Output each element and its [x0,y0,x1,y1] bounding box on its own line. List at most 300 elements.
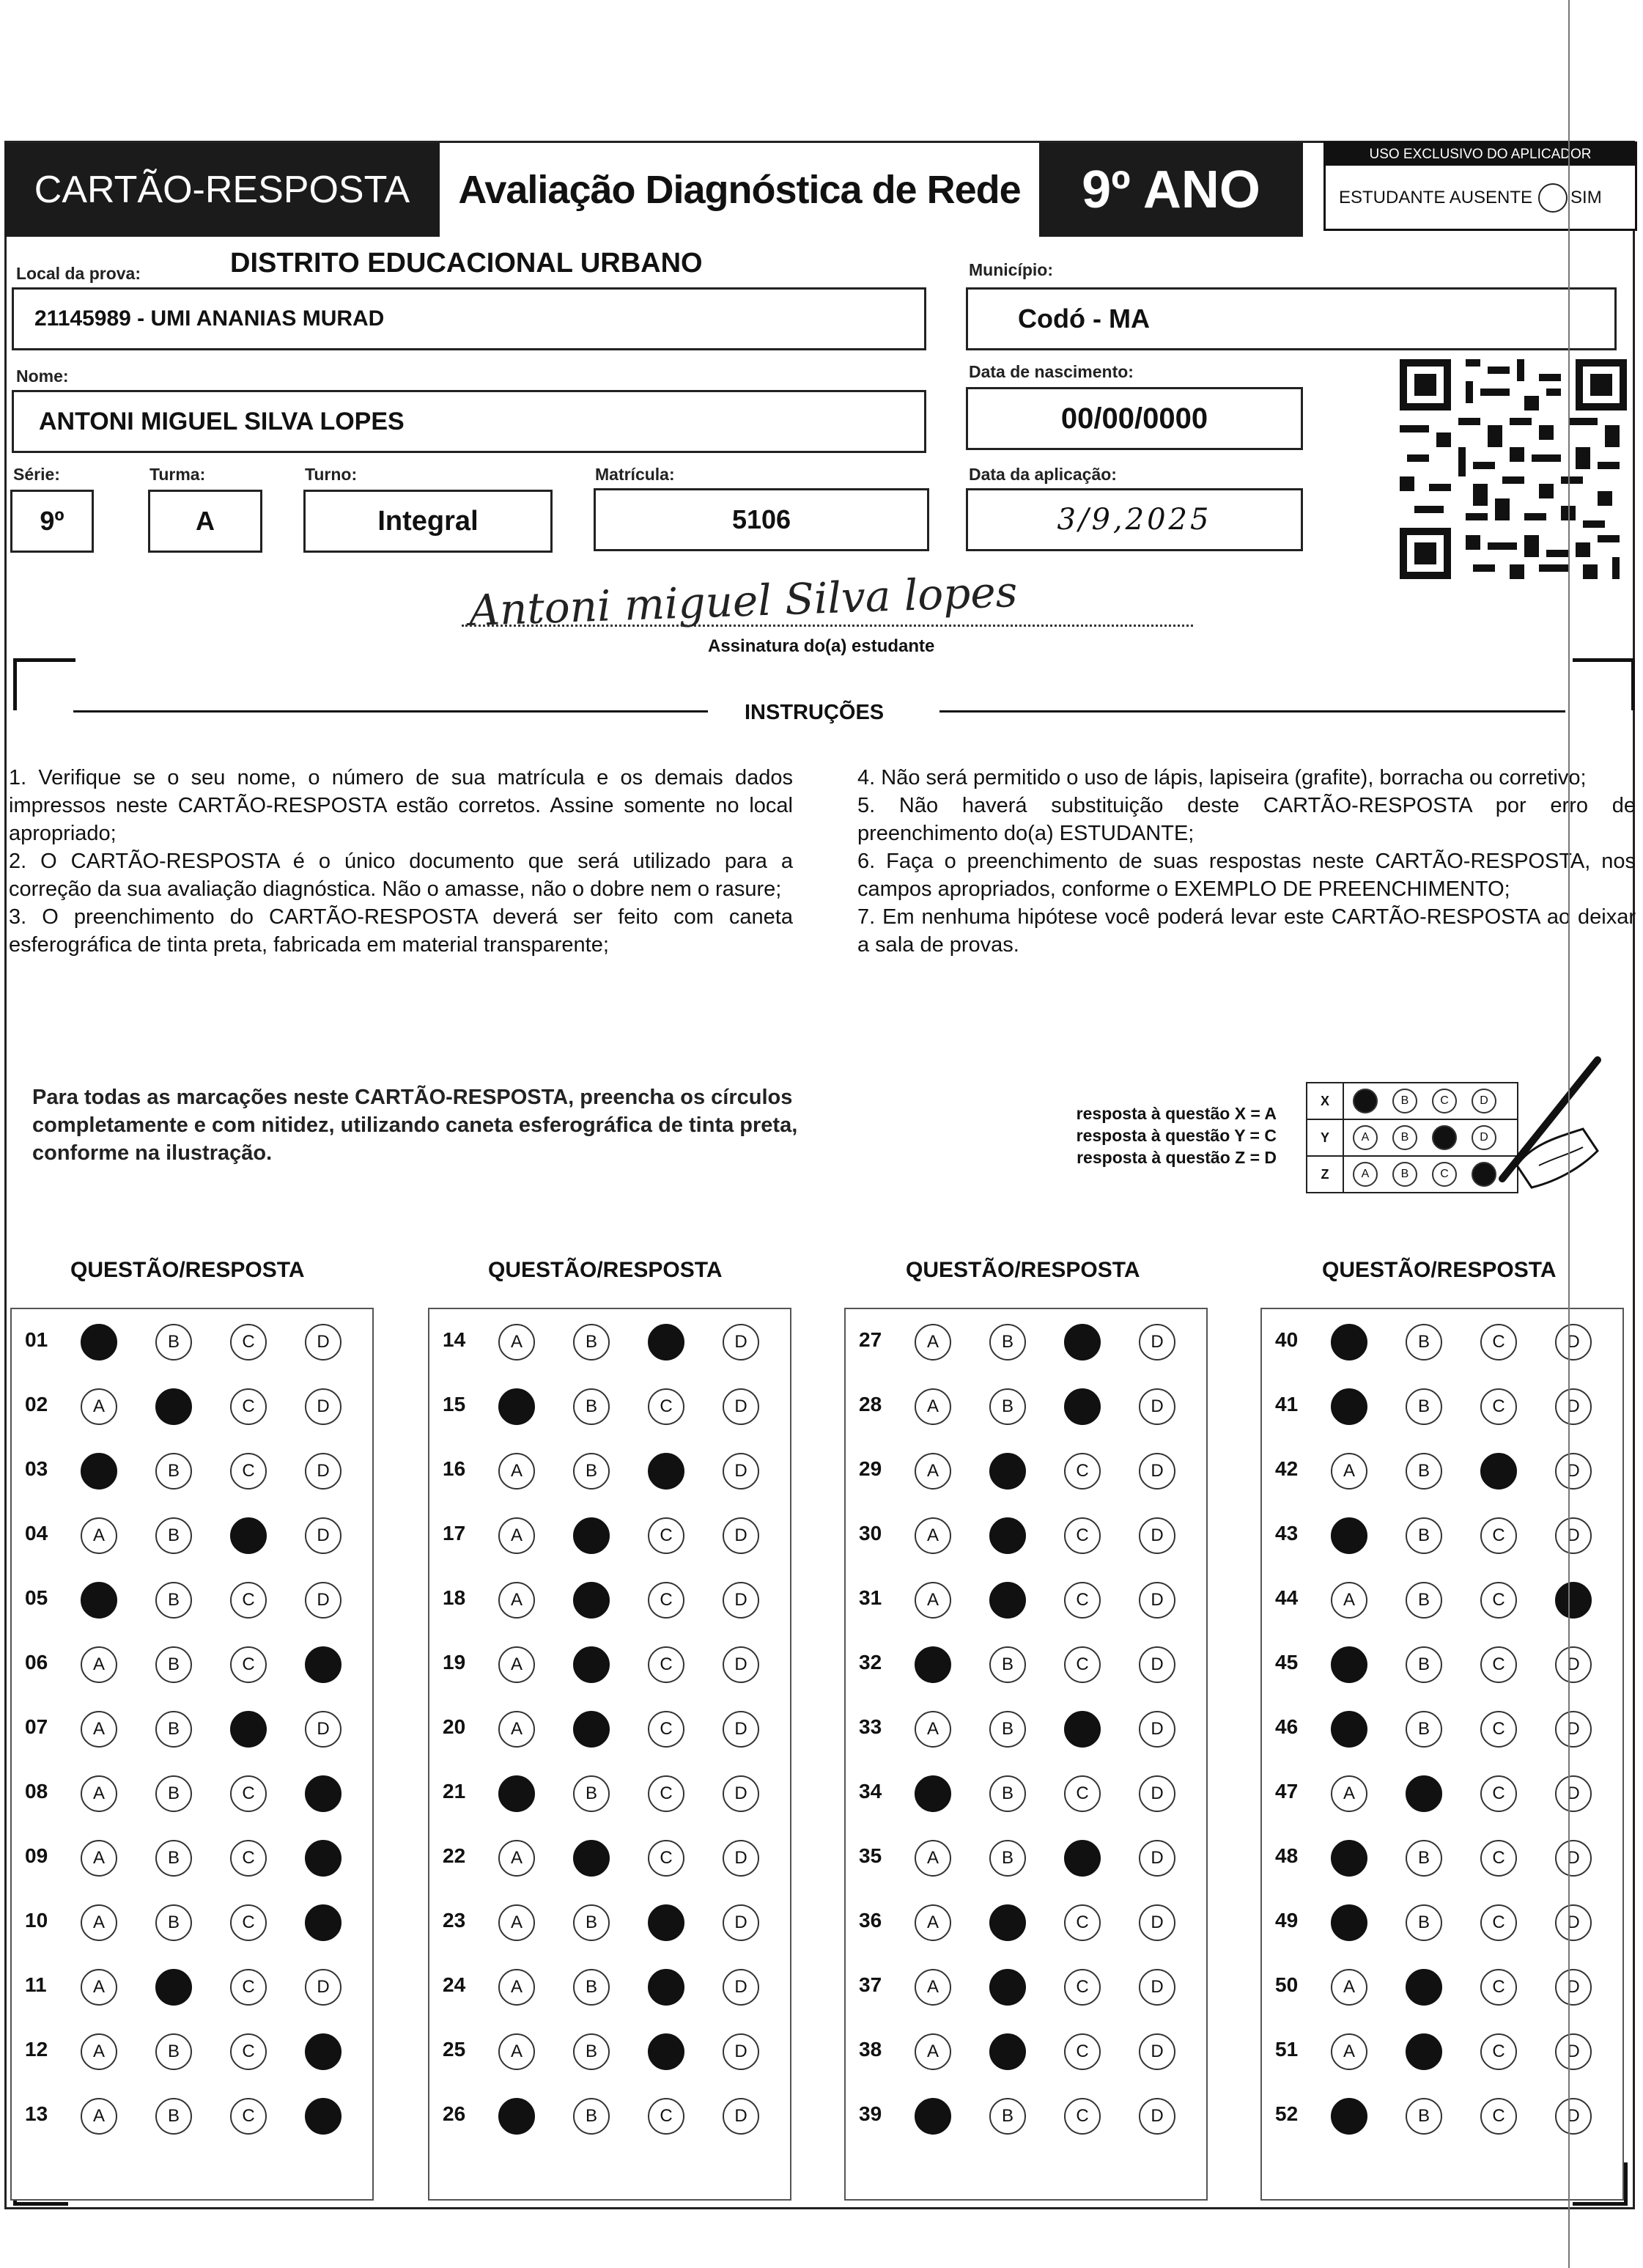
bubble-a[interactable]: A [1331,1453,1367,1490]
bubble-a[interactable]: A [81,1904,117,1941]
bubble-d[interactable]: D [305,1453,341,1490]
instruction-6: 6. Faça o preenchimento de suas respostas neste CARTÃO-RESPOSTA, nos campos apropriados, conforme o EXEMPLO DE PREENCHIMENTO; [857,850,1636,901]
bubble-b[interactable] [1406,1969,1442,2006]
answer-column-3 [844,1308,1208,2201]
bubble-a[interactable] [498,1388,535,1425]
bubble-b[interactable]: B [155,1775,192,1812]
bubble-d[interactable]: D [305,1517,341,1554]
bubble-a[interactable]: A [915,1388,951,1425]
bubble-a[interactable] [1331,1517,1367,1554]
bubble-d[interactable] [305,2033,341,2070]
question-number: 50 [1275,1973,1299,1996]
bubble-a[interactable] [915,2098,951,2135]
bubble-b[interactable]: B [989,1775,1026,1812]
bubble-b[interactable] [989,1517,1026,1554]
bubble-a[interactable]: A [81,1775,117,1812]
example-bubble-yd: D [1472,1125,1496,1150]
absent-checkbox[interactable] [1538,183,1568,213]
bubble-c[interactable]: C [230,1969,267,2006]
bubble-d[interactable]: D [1139,1517,1175,1554]
turno-field [303,490,553,553]
instructions-title: INSTRUÇÕES [745,701,885,724]
bubble-c[interactable] [1064,1711,1101,1748]
bubble-d[interactable]: D [1139,1453,1175,1490]
bubble-a[interactable]: A [81,1388,117,1425]
bubble-d[interactable]: D [1139,1646,1175,1683]
bubble-d[interactable]: D [1555,2098,1592,2135]
bubble-a[interactable]: A [81,1646,117,1683]
bubble-c[interactable] [1480,1453,1517,1490]
example-bubble-xb: B [1392,1089,1417,1113]
answer-row [846,1771,1206,1815]
bubble-c[interactable]: C [230,1388,267,1425]
bubble-b[interactable]: B [1406,2098,1442,2135]
bubble-b[interactable] [573,1840,610,1877]
bubble-d[interactable]: D [1555,1904,1592,1941]
bubble-b[interactable]: B [1406,1453,1442,1490]
question-number: 30 [859,1522,882,1544]
bubble-d[interactable]: D [1555,1969,1592,2006]
bubble-d[interactable]: D [1555,1517,1592,1554]
question-number: 11 [25,1973,47,1996]
bubble-d[interactable]: D [723,1453,759,1490]
bubble-a[interactable] [81,1582,117,1619]
scan-line [1568,0,1570,2268]
bubble-c[interactable]: C [648,1775,684,1812]
bubble-c[interactable]: C [1480,1582,1517,1619]
bubble-b[interactable]: B [1406,1324,1442,1361]
bubble-b[interactable]: B [155,1840,192,1877]
bubble-b[interactable]: B [155,1453,192,1490]
card-title-text: CARTÃO-RESPOSTA [34,169,410,211]
bubble-b[interactable]: B [155,1904,192,1941]
bubble-b[interactable]: B [573,1324,610,1361]
bubble-d[interactable] [305,1840,341,1877]
applicator-box [1323,141,1637,231]
instructions-right [857,764,1636,959]
bubble-a[interactable]: A [498,1324,535,1361]
bubble-d[interactable]: D [1555,1453,1592,1490]
bubble-c[interactable] [1064,1388,1101,1425]
bubble-b[interactable]: B [573,2033,610,2070]
bubble-c[interactable]: C [1480,1969,1517,2006]
bubble-c[interactable]: C [1480,1646,1517,1683]
bubble-d[interactable]: D [723,1775,759,1812]
bubble-b[interactable] [155,1388,192,1425]
bubble-b[interactable]: B [573,1775,610,1812]
bubble-d[interactable]: D [1139,2033,1175,2070]
bubble-d[interactable]: D [1139,1324,1175,1361]
question-number: 20 [443,1715,466,1738]
bubble-d[interactable]: D [1555,1840,1592,1877]
question-number: 35 [859,1844,882,1867]
bubble-d[interactable]: D [1555,1646,1592,1683]
bubble-d[interactable]: D [723,1388,759,1425]
instruction-7: 7. Em nenhuma hipótese você poderá levar este CARTÃO-RESPOSTA ao deixar a sala de provas. [857,905,1636,957]
question-number: 25 [443,2038,466,2061]
bubble-c[interactable]: C [1064,1969,1101,2006]
instruction-2: 2. O CARTÃO-RESPOSTA é o único documento que será utilizado para a correção da sua avaliação diagnóstica. Não o amasse, não o dobre nem o rasure; [9,850,793,901]
bubble-c[interactable] [230,1711,267,1748]
bubble-a[interactable]: A [1331,1582,1367,1619]
bubble-c[interactable] [648,1453,684,1490]
bubble-a[interactable]: A [1331,1775,1367,1812]
bubble-c[interactable]: C [1480,1904,1517,1941]
absent-option: SIM [1570,188,1602,207]
answer-row [12,1577,372,1621]
bubble-d[interactable]: D [305,1324,341,1361]
question-number: 18 [443,1586,466,1609]
bubble-b[interactable]: B [155,1517,192,1554]
bubble-c[interactable]: C [230,1582,267,1619]
bubble-a[interactable]: A [498,1711,535,1748]
signature-label: Assinatura do(a) estudante [708,636,935,656]
bubble-a[interactable] [1331,1324,1367,1361]
question-number: 37 [859,1973,882,1996]
bubble-c[interactable]: C [1480,2098,1517,2135]
answer-row [12,2029,372,2073]
question-number: 07 [25,1715,48,1738]
bubble-d[interactable]: D [1555,1775,1592,1812]
bubble-d[interactable] [305,1904,341,1941]
aplicacao-label: Data da aplicação: [969,465,1117,484]
bubble-a[interactable]: A [498,1904,535,1941]
bubble-b[interactable]: B [573,1904,610,1941]
answer-row [12,1513,372,1557]
bubble-d[interactable]: D [1555,1324,1592,1361]
bubble-a[interactable] [1331,1904,1367,1941]
example-bubble-xc: C [1432,1089,1457,1113]
bubble-d[interactable]: D [1139,1904,1175,1941]
bubble-d[interactable] [305,2098,341,2135]
bubble-a[interactable] [498,1775,535,1812]
bubble-d[interactable]: D [1139,1969,1175,2006]
serie-field [10,490,94,553]
bubble-c[interactable]: C [1480,1775,1517,1812]
bubble-c[interactable]: C [1064,2033,1101,2070]
question-number: 51 [1275,2038,1299,2061]
bubble-b[interactable]: B [155,1324,192,1361]
bubble-d[interactable]: D [1139,1711,1175,1748]
bubble-b[interactable]: B [989,1711,1026,1748]
bubble-b[interactable] [989,1582,1026,1619]
answer-row [12,2094,372,2138]
bubble-c[interactable]: C [648,1840,684,1877]
bubble-b[interactable]: B [989,1388,1026,1425]
bubble-c[interactable] [648,1904,684,1941]
bubble-d[interactable]: D [723,1969,759,2006]
bubble-b[interactable]: B [155,1646,192,1683]
bubble-c[interactable] [648,2033,684,2070]
bubble-c[interactable]: C [1064,1904,1101,1941]
question-number: 13 [25,2102,48,2125]
bubble-c[interactable]: C [1480,1517,1517,1554]
answer-row [429,1965,790,2009]
bubble-d[interactable]: D [723,1517,759,1554]
bubble-c[interactable]: C [648,1711,684,1748]
bubble-c[interactable] [648,1324,684,1361]
bubble-a[interactable]: A [498,1646,535,1683]
bubble-a[interactable]: A [498,1840,535,1877]
aplicacao-value[interactable]: 3/9,2025 [1057,503,1212,537]
bubble-d[interactable]: D [723,1646,759,1683]
bubble-b[interactable]: B [155,2033,192,2070]
municipio-value: Codó - MA [1018,303,1150,334]
bubble-c[interactable]: C [1064,1517,1101,1554]
bubble-b[interactable] [573,1582,610,1619]
answer-row [429,2094,790,2138]
bubble-b[interactable] [155,1969,192,2006]
question-number: 36 [859,1909,882,1932]
example-label-y: Y [1306,1119,1344,1157]
answer-row [846,1900,1206,1944]
applicator-header [1326,144,1635,166]
bubble-c[interactable] [648,1969,684,2006]
bubble-b[interactable] [1406,1775,1442,1812]
bubble-a[interactable] [81,1324,117,1361]
bubble-d[interactable]: D [723,2098,759,2135]
bubble-d[interactable]: D [723,1840,759,1877]
bubble-a[interactable] [1331,1711,1367,1748]
bubble-c[interactable]: C [230,1324,267,1361]
bubble-b[interactable]: B [1406,1388,1442,1425]
bubble-c[interactable]: C [230,2098,267,2135]
bubble-a[interactable]: A [498,1453,535,1490]
aplicacao-field [966,488,1303,551]
bubble-b[interactable] [989,1904,1026,1941]
bubble-c[interactable]: C [648,1388,684,1425]
qr-code-graphic [1400,359,1627,579]
answer-row [12,1771,372,1815]
answer-row [846,1706,1206,1750]
bubble-a[interactable] [81,1453,117,1490]
answer-row [846,1384,1206,1428]
bubble-a[interactable]: A [915,2033,951,2070]
municipio-label: Município: [969,260,1053,279]
bubble-b[interactable] [989,1453,1026,1490]
bubble-b[interactable]: B [155,1582,192,1619]
bubble-a[interactable]: A [498,2033,535,2070]
answer-row [846,1577,1206,1621]
bubble-c[interactable]: C [230,1453,267,1490]
bubble-c[interactable]: C [648,1582,684,1619]
question-number: 01 [25,1328,48,1351]
bubble-b[interactable] [989,2033,1026,2070]
turno-value: Integral [377,505,479,537]
bubble-c[interactable]: C [648,1646,684,1683]
bubble-c[interactable]: C [648,1517,684,1554]
bubble-a[interactable] [915,1646,951,1683]
serie-label: Série: [13,465,60,484]
instruction-1: 1. Verifique se o seu nome, o número de sua matrícula e os demais dados impressos neste CARTÃO-RESPOSTA estão corretos. Assine somente no local apropriado; [9,766,793,845]
bubble-c[interactable]: C [230,1904,267,1941]
question-number: 10 [25,1909,48,1932]
question-number: 22 [443,1844,466,1867]
answer-row [429,1642,790,1686]
bubble-a[interactable] [915,1775,951,1812]
bubble-a[interactable]: A [81,1517,117,1554]
bubble-a[interactable]: A [81,2033,117,2070]
bubble-a[interactable]: A [81,1711,117,1748]
bubble-a[interactable]: A [1331,1969,1367,2006]
turma-label: Turma: [149,465,206,484]
bubble-d[interactable]: D [1555,1388,1592,1425]
answer-row [429,1771,790,1815]
example-bubble-ya: A [1353,1125,1378,1150]
bubble-a[interactable]: A [498,1517,535,1554]
answer-row [12,1319,372,1363]
bubble-a[interactable]: A [81,2098,117,2135]
bubble-d[interactable] [305,1775,341,1812]
bubble-d[interactable]: D [305,1969,341,2006]
bubble-c[interactable]: C [1480,1324,1517,1361]
bubble-c[interactable]: C [1480,1840,1517,1877]
question-number: 29 [859,1457,882,1480]
bubble-b[interactable]: B [573,1969,610,2006]
answer-row [429,2029,790,2073]
bubble-b[interactable]: B [1406,1517,1442,1554]
bubble-b[interactable]: B [989,2098,1026,2135]
bubble-b[interactable]: B [1406,1711,1442,1748]
bubble-d[interactable]: D [305,1582,341,1619]
bubble-d[interactable]: D [723,1582,759,1619]
bubble-d[interactable]: D [305,1388,341,1425]
instructions-rule-left [73,710,708,713]
bubble-a[interactable]: A [498,1582,535,1619]
answer-row [846,2094,1206,2138]
bubble-a[interactable] [1331,1840,1367,1877]
bubble-c[interactable] [230,1517,267,1554]
bubble-c[interactable]: C [1064,1646,1101,1683]
bubble-c[interactable]: C [230,1840,267,1877]
bubble-a[interactable]: A [915,1840,951,1877]
answer-row [429,1384,790,1428]
bubble-d[interactable] [1555,1582,1592,1619]
bubble-b[interactable] [1406,2033,1442,2070]
bubble-d[interactable]: D [1555,2033,1592,2070]
bubble-a[interactable]: A [81,1840,117,1877]
answer-row [429,1836,790,1879]
question-number: 43 [1275,1522,1299,1544]
bubble-a[interactable] [1331,2098,1367,2135]
bubble-b[interactable]: B [155,2098,192,2135]
bubble-b[interactable] [573,1711,610,1748]
bubble-d[interactable]: D [1139,1388,1175,1425]
bubble-b[interactable]: B [989,1840,1026,1877]
absent-row [1339,183,1602,213]
bubble-d[interactable] [305,1646,341,1683]
bubble-c[interactable]: C [1064,1582,1101,1619]
answer-row [12,1900,372,1944]
bubble-d[interactable]: D [1555,1711,1592,1748]
bubble-d[interactable]: D [1139,1775,1175,1812]
bubble-c[interactable] [1064,1840,1101,1877]
school-field [12,287,926,350]
bubble-c[interactable]: C [230,1646,267,1683]
bubble-b[interactable]: B [1406,1904,1442,1941]
bubble-c[interactable] [1064,1324,1101,1361]
example-bubble-zb: B [1392,1162,1417,1187]
example-legend-x: resposta à questão X = A [1076,1104,1277,1123]
district-name: DISTRITO EDUCACIONAL URBANO [230,248,703,279]
bubble-b[interactable] [573,1646,610,1683]
bubble-b[interactable] [989,1969,1026,2006]
bubble-c[interactable]: C [1064,1775,1101,1812]
bubble-a[interactable]: A [915,1969,951,2006]
answer-row [429,1900,790,1944]
column-title-3: QUESTÃO/RESPOSTA [906,1258,1140,1282]
bubble-b[interactable]: B [573,1388,610,1425]
bubble-b[interactable]: B [155,1711,192,1748]
bubble-a[interactable] [498,2098,535,2135]
bubble-a[interactable]: A [1331,2033,1367,2070]
bubble-c[interactable]: C [1480,1711,1517,1748]
example-label-z: Z [1306,1155,1344,1193]
bubble-d[interactable]: D [1139,1582,1175,1619]
bubble-b[interactable]: B [989,1324,1026,1361]
bubble-a[interactable]: A [915,1453,951,1490]
absent-label: ESTUDANTE AUSENTE [1339,188,1533,207]
bubble-b[interactable]: B [1406,1840,1442,1877]
grade-badge-text: 9º ANO [1082,161,1260,219]
exam-title [440,143,1039,237]
bubble-d[interactable]: D [723,2033,759,2070]
bubble-d[interactable]: D [1139,2098,1175,2135]
pen-hand-icon [1473,1056,1605,1195]
bubble-d[interactable]: D [723,1904,759,1941]
bubble-a[interactable]: A [81,1969,117,2006]
bubble-b[interactable]: B [1406,1646,1442,1683]
bubble-a[interactable]: A [915,1904,951,1941]
instruction-4: 4. Não será permitido o uso de lápis, lapiseira (grafite), borracha ou corretivo; [857,766,1587,789]
bubble-a[interactable] [1331,1646,1367,1683]
signature-line [462,625,1193,627]
bubble-c[interactable]: C [1480,1388,1517,1425]
bubble-b[interactable]: B [989,1646,1026,1683]
bubble-c[interactable]: C [1064,1453,1101,1490]
bubble-b[interactable] [573,1517,610,1554]
example-bubble-xd: D [1472,1089,1496,1113]
bubble-d[interactable]: D [305,1711,341,1748]
bubble-c[interactable]: C [230,1775,267,1812]
question-number: 23 [443,1909,466,1932]
bubble-a[interactable]: A [498,1969,535,2006]
nome-label: Nome: [16,367,69,386]
bubble-c[interactable]: C [648,2098,684,2135]
answer-row [846,2029,1206,2073]
question-number: 41 [1275,1393,1299,1415]
bubble-a[interactable]: A [915,1324,951,1361]
bubble-a[interactable]: A [915,1582,951,1619]
bubble-a[interactable]: A [915,1711,951,1748]
bubble-d[interactable]: D [1139,1840,1175,1877]
grade-badge [1039,143,1303,237]
bubble-c[interactable]: C [230,2033,267,2070]
question-number: 09 [25,1844,48,1867]
bubble-b[interactable]: B [573,1453,610,1490]
bubble-a[interactable]: A [915,1517,951,1554]
bubble-c[interactable]: C [1064,2098,1101,2135]
municipio-field [966,287,1617,350]
bubble-a[interactable] [1331,1388,1367,1425]
bubble-d[interactable]: D [723,1711,759,1748]
signature[interactable]: Antoni miguel Silva lopes [468,566,1019,636]
bubble-c[interactable]: C [1480,2033,1517,2070]
example-legend-y: resposta à questão Y = C [1076,1126,1277,1145]
bubble-d[interactable]: D [723,1324,759,1361]
bubble-b[interactable]: B [1406,1582,1442,1619]
bubble-b[interactable]: B [573,2098,610,2135]
